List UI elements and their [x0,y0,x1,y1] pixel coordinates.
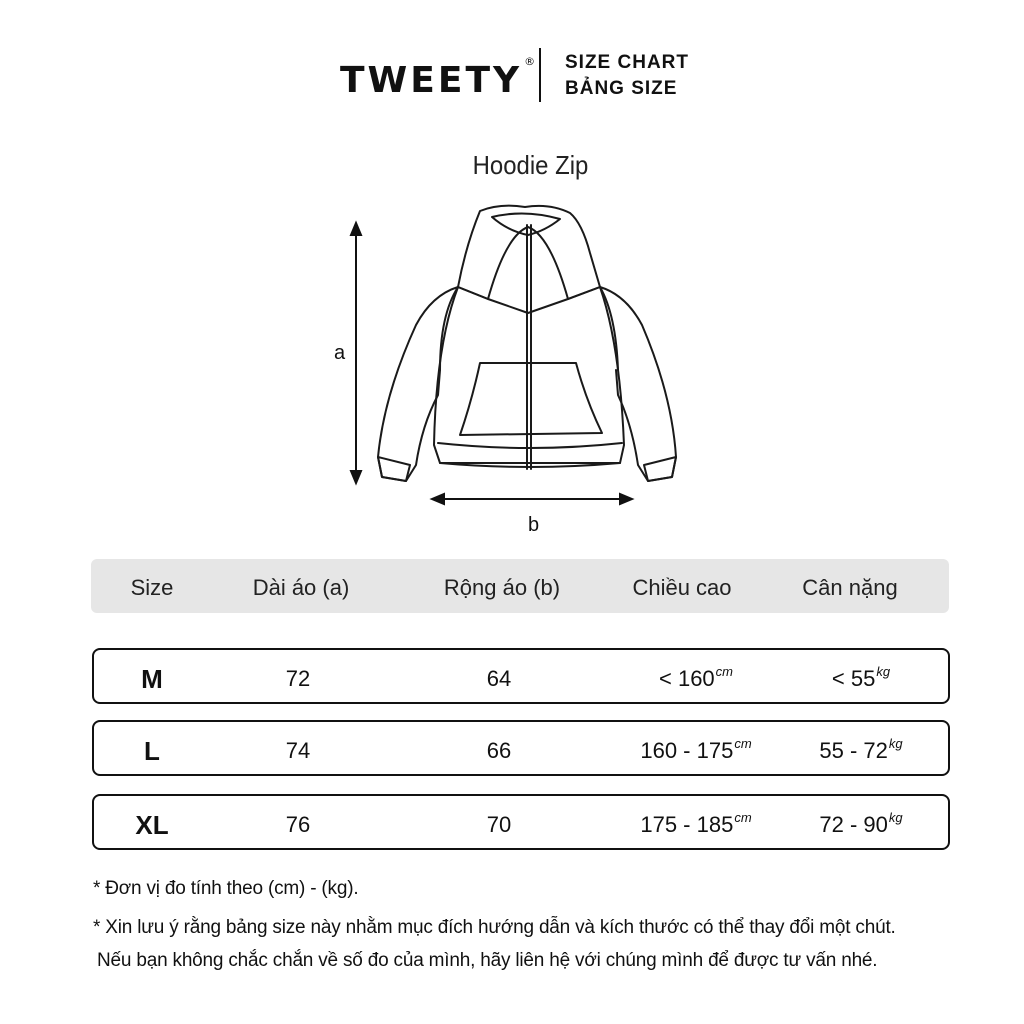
header-length: Dài áo (a) [252,575,350,600]
hood-outline [458,206,600,299]
left-cuff [378,457,410,481]
dimension-a-arrow [351,223,361,483]
header-divider [539,48,541,102]
weight-value [819,812,902,838]
dimension-b-arrow [432,494,632,504]
product-name: Hoodie Zip [472,150,589,180]
hoodie-diagram [320,195,710,540]
right-cuff [644,457,676,481]
height-range: < 160 [658,666,715,691]
brand-logo [340,55,536,101]
weight-range: 55 - 72 [819,738,888,763]
width-value: 66 [486,738,512,763]
height-value [640,812,751,838]
header-width: Rộng áo (b) [443,575,561,600]
weight-unit: kg [888,810,903,825]
length-value: 72 [285,666,311,691]
height-value [640,738,751,764]
table-header [91,559,949,613]
size-row-m [92,648,950,704]
weight-value [819,738,902,764]
weight-range: < 55 [831,666,876,691]
size-label: L [144,736,160,766]
height-unit: cm [734,810,752,825]
height-range: 175 - 185 [640,812,734,837]
chart-title-vi: BẢNG SIZE [565,78,678,99]
chart-title-en: SIZE CHART [565,52,689,73]
size-row-l [92,720,950,776]
dimension-b-label: b [528,514,540,536]
weight-range: 72 - 90 [819,812,888,837]
weight-value [832,666,890,692]
body-outline [434,287,624,463]
height-unit: cm [715,664,734,679]
header-height: Chiều cao [632,575,732,600]
weight-unit: kg [876,664,891,679]
disclaimer-line-1: * Xin lưu ý rằng bảng size này nhằm mục đích hướng dẫn và kích thước có thể thay đổi một chút. [93,917,896,938]
height-range: 160 - 175 [640,738,734,763]
size-label: XL [135,810,169,840]
length-value: 74 [285,738,311,763]
width-value: 64 [486,666,512,691]
width-value: 70 [486,812,512,837]
disclaimer-line-2: Nếu bạn không chắc chắn về số đo của mình, hãy liên hệ với chúng mình để được tư vấn nhé. [97,950,878,971]
header-weight: Cân nặng [802,575,898,600]
length-value: 76 [285,812,311,837]
brand-name: TWEETY [340,60,523,101]
zipper-line [527,225,531,469]
weight-unit: kg [888,736,903,751]
chart-title [565,50,689,102]
height-value [659,666,733,692]
unit-note: * Đơn vị đo tính theo (cm) - (kg). [93,878,359,899]
header [0,46,1024,106]
header-size: Size [130,575,174,600]
height-unit: cm [734,736,752,751]
size-row-xl [92,794,950,850]
registered-mark: ® [524,55,536,68]
size-label: M [141,664,163,694]
left-sleeve-seam [440,287,458,370]
dimension-a-label: a [334,342,346,364]
